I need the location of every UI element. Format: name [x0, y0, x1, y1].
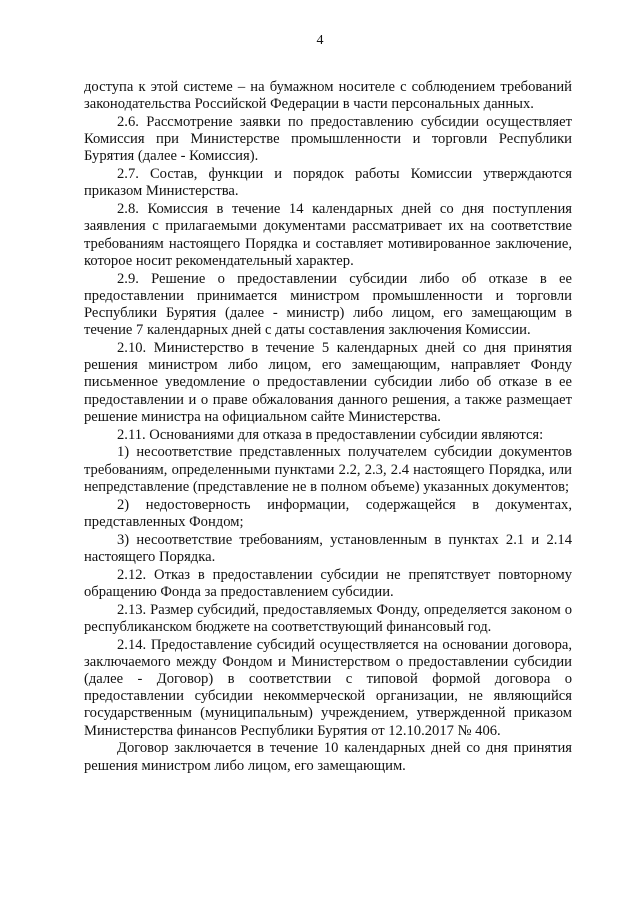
paragraph-2-7: 2.7. Состав, функции и порядок работы Комиссии утверждаются приказом Министерства.	[84, 166, 572, 200]
list-item-2: 2) недостоверность информации, содержащейся в документах, представленных Фондом;	[84, 496, 572, 530]
paragraph-2-9: 2.9. Решение о предоставлении субсидии либо об отказе в ее предоставлении принимается министром промышленности и торговли Республики Бурятия (далее - министр) либо лицом, его замещающим в течение 7 календарных дней с даты составления заключения Комиссии.	[84, 270, 572, 339]
list-item-1: 1) несоответствие представленных получателем субсидии документов требованиям, определенными пунктами 2.2, 2.3, 2.4 настоящего Порядка, или непредставление (представление не в полном объеме) указанных документов;	[84, 444, 572, 495]
paragraph-contract: Договор заключается в течение 10 календарных дней со дня принятия решения министром либо лицом, его замещающим.	[84, 740, 572, 774]
paragraph-2-10: 2.10. Министерство в течение 5 календарных дней со дня принятия решения министром либо лицом, его замещающим, направляет Фонду письменное уведомление о предоставлении субсидии либо об отказе в ее предоставлении и о праве обжалования данного решения, а также размещает решение министра на официальном сайте Министерства.	[84, 340, 572, 425]
paragraph-2-12: 2.12. Отказ в предоставлении субсидии не препятствует повторному обращению Фонда за предоставлением субсидии.	[84, 566, 572, 600]
list-item-3: 3) несоответствие требованиям, установленным в пунктах 2.1 и 2.14 настоящего Порядка.	[84, 531, 572, 565]
page-number: 4	[316, 33, 324, 48]
paragraph-continuation: доступа к этой системе – на бумажном носителе с соблюдением требований законодательства Российской Федерации в части персональных данных.	[84, 79, 572, 113]
paragraph-2-8: 2.8. Комиссия в течение 14 календарных дней со дня поступления заявления с прилагаемыми документами рассматривает их на соответствие требованиям настоящего Порядка и составляет мотивированное заключение, которое носит рекомендательный характер.	[84, 201, 572, 269]
paragraph-2-6: 2.6. Рассмотрение заявки по предоставлению субсидии осуществляет Комиссия при Министерстве промышленности и торговли Республики Бурятия (далее - Комиссия).	[84, 114, 572, 165]
paragraph-2-14: 2.14. Предоставление субсидий осуществляется на основании договора, заключаемого между Фондом и Министерством о предоставлении субсидии (далее - Договор) в соответствии с типовой формой договора о предоставлении субсидии некоммерческой организации, не являющийся государственным (муниципальным) учреждением, утвержденной приказом Министерства финансов Республики Бурятия от 12.10.2017 № 406.	[84, 636, 572, 739]
document-body	[84, 79, 572, 775]
paragraph-2-13: 2.13. Размер субсидий, предоставляемых Фонду, определяется законом о республиканском бюджете на соответствующий финансовый год.	[84, 601, 572, 635]
paragraph-2-11: 2.11. Основаниями для отказа в предоставлении субсидии являются:	[117, 426, 544, 443]
